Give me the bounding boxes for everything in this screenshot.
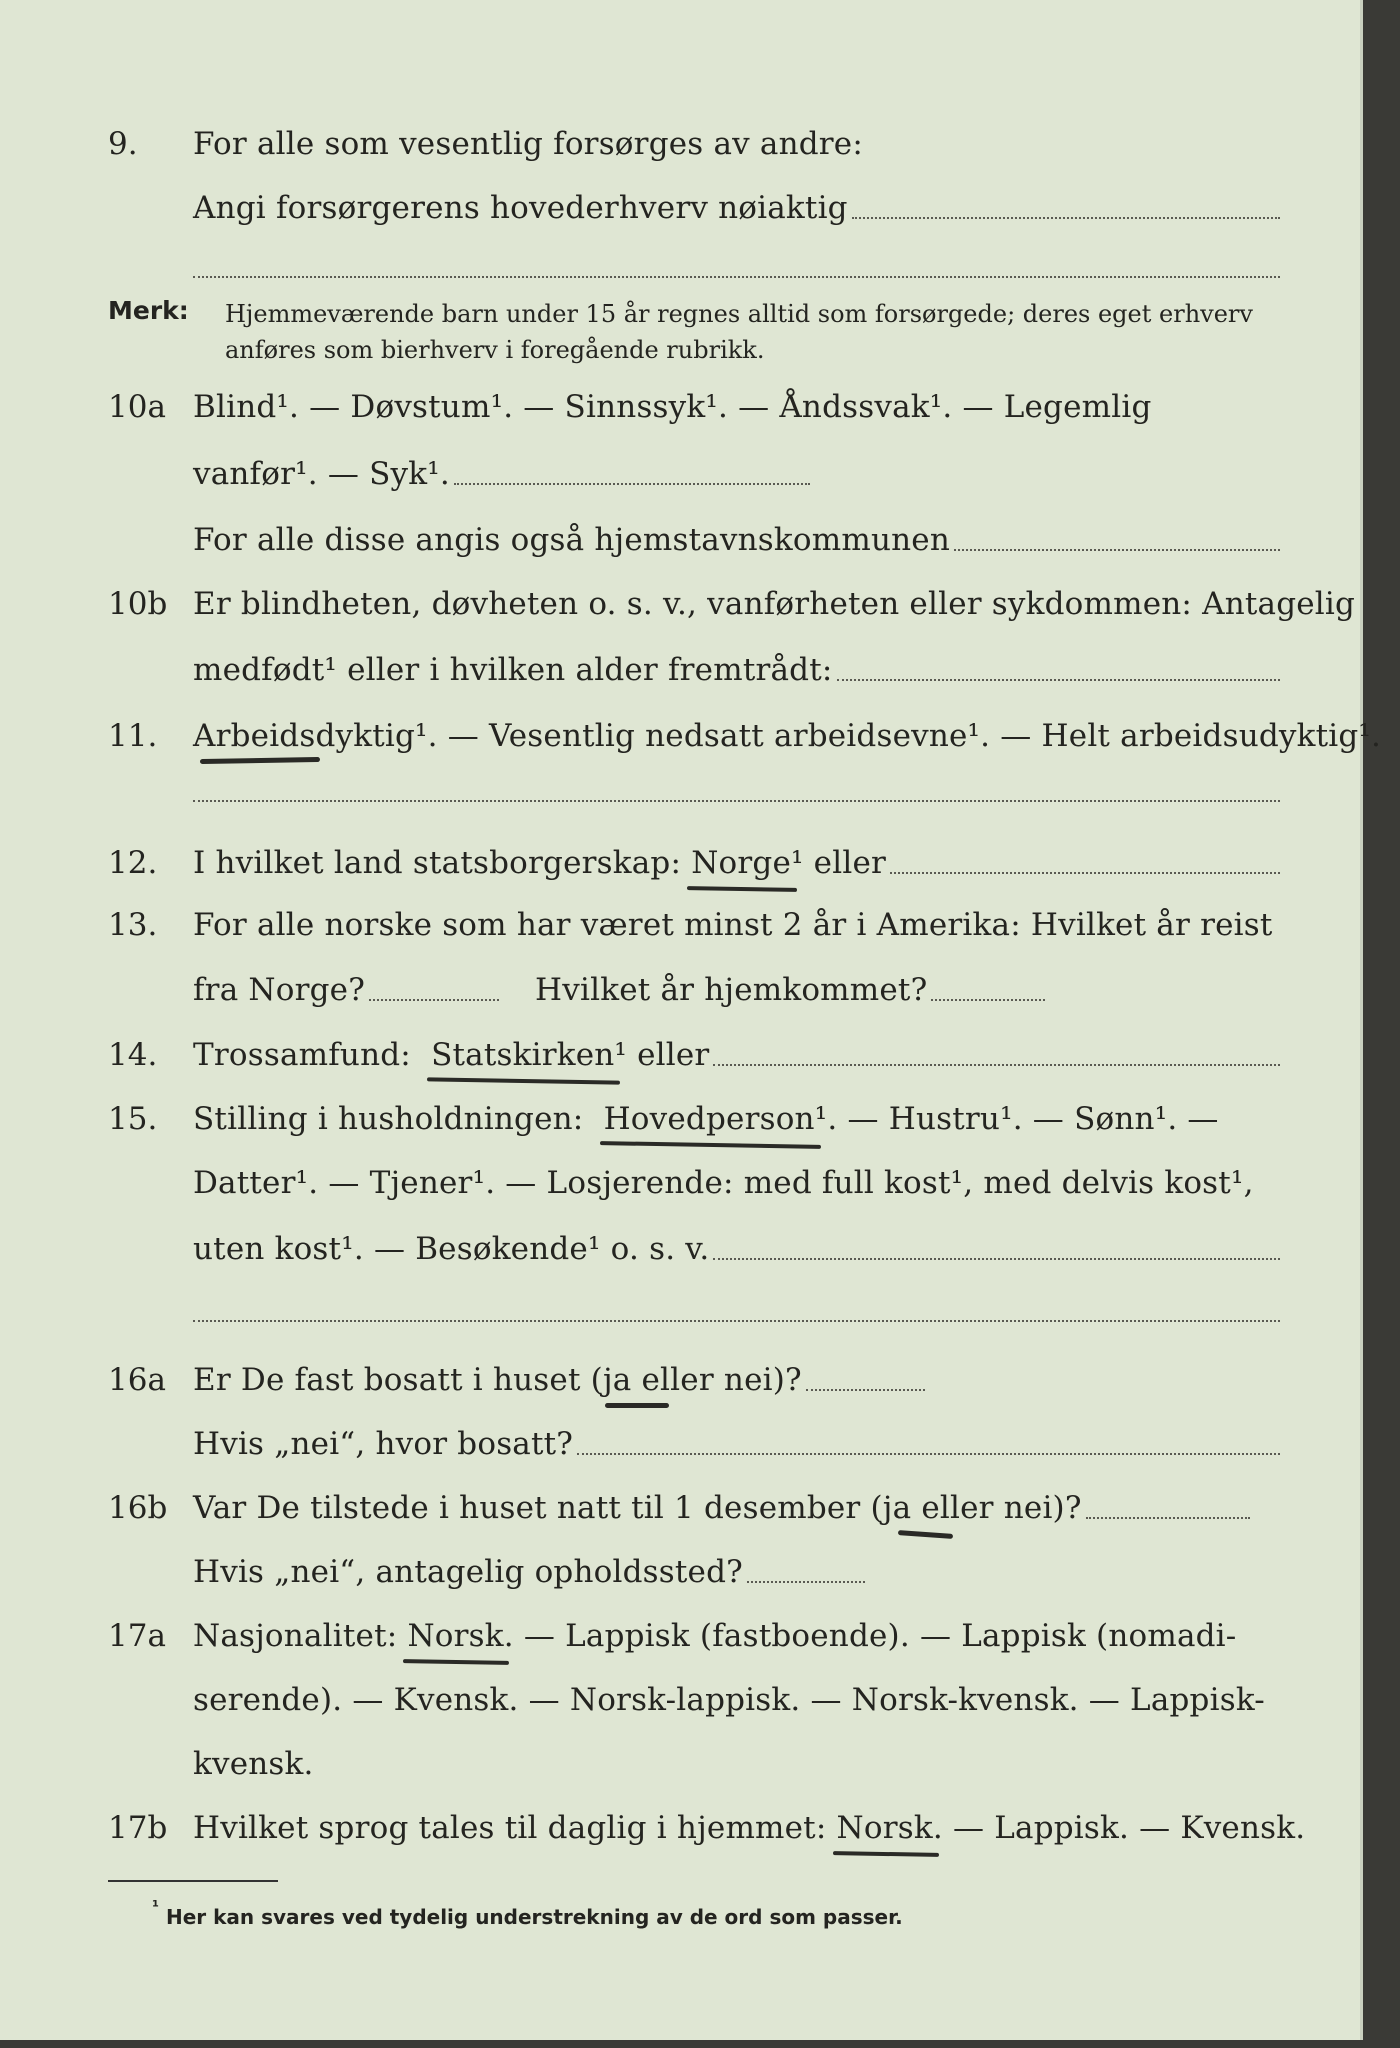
q10a-line2: vanfør¹. — Syk¹. <box>193 454 810 494</box>
q15-answer: Hovedperson <box>603 1101 815 1137</box>
q9-line2: Angi forsørgerens hovederhverv nøiaktig <box>193 188 1280 228</box>
q16b-line1: Var De tilstede i huset natt til 1 desember (ja eller nei)? <box>193 1488 1250 1528</box>
footnote-rule <box>108 1880 278 1882</box>
q11-blank-line[interactable] <box>193 800 1280 802</box>
q10a-line3: For alle disse angis også hjemstavnskommunen <box>193 520 1280 560</box>
q15-number: 15. <box>108 1101 158 1137</box>
q10a-line1: Blind¹. — Døvstum¹. — Sinnssyk¹. — Åndssvak¹. — Legemlig <box>193 389 1152 425</box>
answer-field[interactable] <box>577 1453 1280 1455</box>
answer-field[interactable] <box>806 1389 925 1391</box>
q11-number: 11. <box>108 718 158 754</box>
answer-field[interactable] <box>713 1064 1280 1066</box>
q9-blank-line[interactable] <box>193 276 1280 278</box>
q16b-number: 16b <box>108 1490 168 1526</box>
q17a-line1: Nasjonalitet: Norsk . — Lappisk (fastboende). — Lappisk (nomadi- <box>193 1618 1237 1654</box>
q11-line1: Arbeidsdyktig¹. — Vesentlig nedsatt arbeidsevne¹. — Helt arbeidsudyktig¹. <box>193 718 1382 754</box>
q13-number: 13. <box>108 907 158 943</box>
answer-field[interactable] <box>837 679 1280 681</box>
q17a-answer: Norsk <box>407 1618 504 1654</box>
q17b-number: 17b <box>108 1810 168 1846</box>
underline-mark <box>200 757 320 764</box>
merk-label: Merk: <box>108 296 189 325</box>
q17a-line2: serende). — Kvensk. — Norsk-lappisk. — Norsk-kvensk. — Lappisk- <box>193 1682 1265 1718</box>
answer-field[interactable] <box>454 483 810 485</box>
answer-field[interactable] <box>747 1581 865 1583</box>
q13-line2: fra Norge? Hvilket år hjemkommet? <box>193 970 1045 1010</box>
q10b-line2: medfødt¹ eller i hvilken alder fremtrådt: <box>193 650 1280 690</box>
q15-line2: Datter¹. — Tjener¹. — Losjerende: med full kost¹, med delvis kost¹, <box>193 1165 1254 1201</box>
answer-field[interactable] <box>852 217 1280 219</box>
underline-mark <box>605 1403 669 1408</box>
q17a-line3: kvensk. <box>193 1746 314 1782</box>
q14-number: 14. <box>108 1037 158 1073</box>
q9-number: 9. <box>108 126 138 162</box>
q9-line1: For alle som vesentlig forsørges av andre: <box>193 126 863 162</box>
q17b-answer: Norsk <box>836 1810 933 1846</box>
answer-field[interactable] <box>1086 1517 1250 1519</box>
footnote: $^{^1}$ Her kan svares ved tydelig understrekning av de ord som passer. <box>152 1897 903 1929</box>
q15-line3: uten kost¹. — Besøkende¹ o. s. v. <box>193 1229 1280 1269</box>
q16a-line2: Hvis „nei“, hvor bosatt? <box>193 1424 1280 1464</box>
q14-line1: Trossamfund: Statskirken ¹ eller <box>193 1035 1280 1075</box>
answer-field[interactable] <box>931 999 1045 1001</box>
merk-line2: anføres som bierhverv i foregående rubrikk. <box>225 336 765 364</box>
q12-number: 12. <box>108 845 158 881</box>
q10b-line1: Er blindheten, døvheten o. s. v., vanførheten eller sykdommen: Antagelig <box>193 586 1356 622</box>
q13-line1: For alle norske som har været minst 2 år i Amerika: Hvilket år reist <box>193 907 1273 943</box>
q17b-line1: Hvilket sprog tales til daglig i hjemmet: Norsk . — Lappisk. — Kvensk. <box>193 1810 1306 1846</box>
merk-line1: Hjemmeværende barn under 15 år regnes alltid som forsørgede; deres eget erhverv <box>225 300 1253 328</box>
q14-answer: Statskirken <box>431 1037 615 1073</box>
q16b-line2: Hvis „nei“, antagelig opholdssted? <box>193 1552 865 1592</box>
underline-mark <box>898 1530 953 1539</box>
q16a-number: 16a <box>108 1362 166 1398</box>
q15-blank-line[interactable] <box>193 1320 1280 1322</box>
answer-field[interactable] <box>954 549 1280 551</box>
q10a-number: 10a <box>108 389 166 425</box>
q12-answer: Norge <box>691 845 791 881</box>
answer-field[interactable] <box>890 872 1280 874</box>
q17a-number: 17a <box>108 1618 166 1654</box>
q12-line1: I hvilket land statsborgerskap: Norge ¹ eller <box>193 843 1280 883</box>
q15-line1: Stilling i husholdningen: Hovedperson ¹. — Hustru¹. — Sønn¹. — <box>193 1101 1219 1137</box>
answer-field[interactable] <box>369 999 499 1001</box>
q10b-number: 10b <box>108 586 168 622</box>
q16a-line1: Er De fast bosatt i huset (ja eller nei)? <box>193 1360 925 1400</box>
answer-field[interactable] <box>713 1258 1280 1260</box>
